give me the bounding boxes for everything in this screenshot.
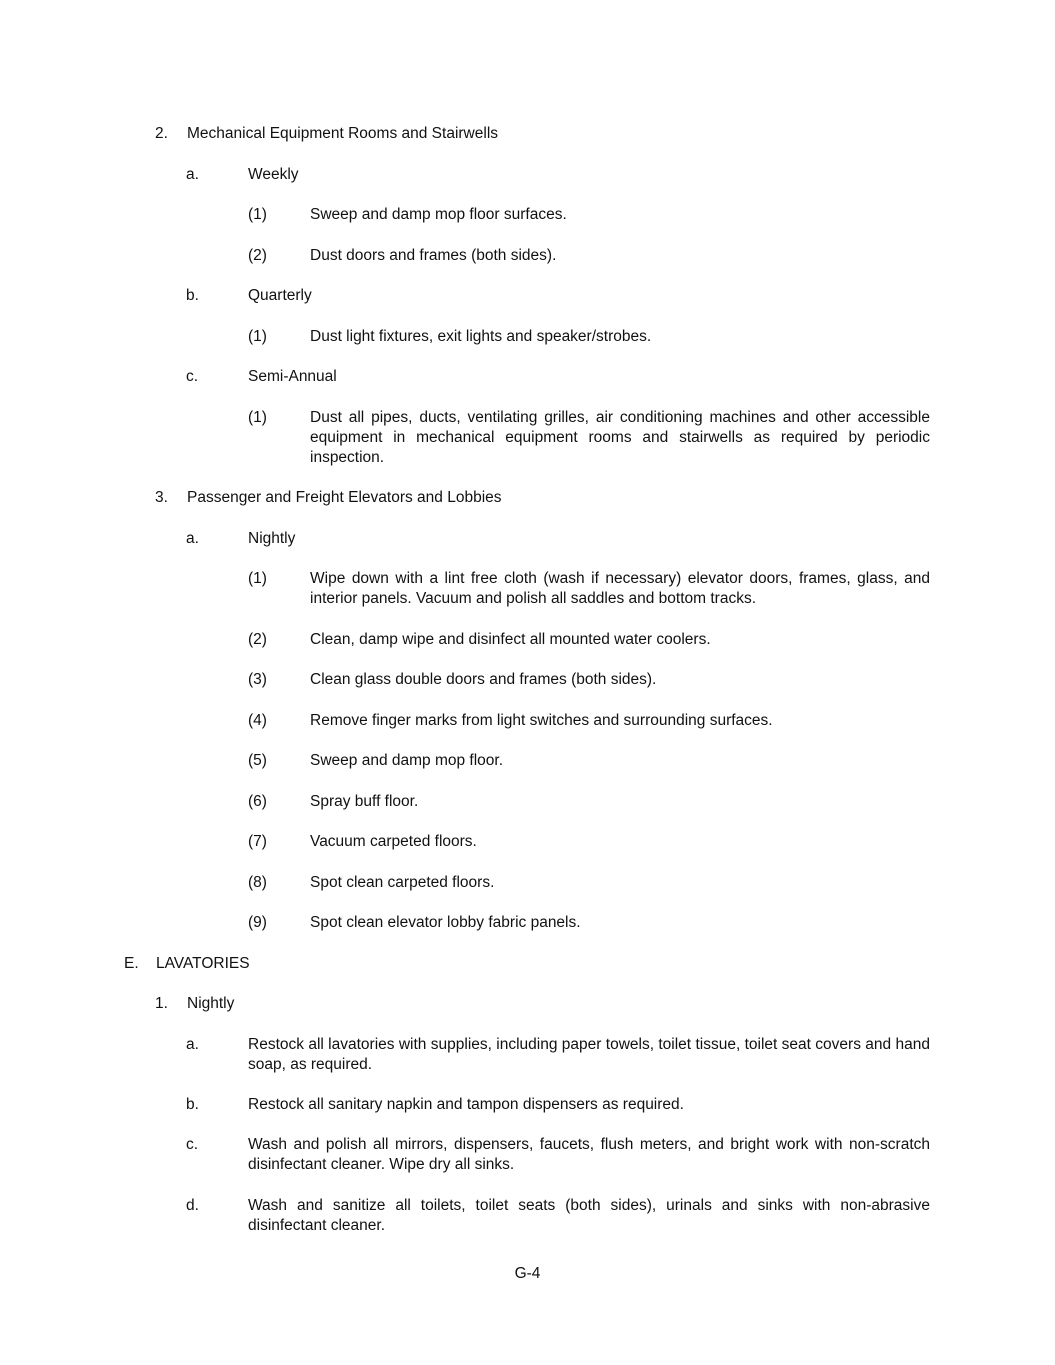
subsection-label: c.	[186, 368, 199, 385]
item-text: Spot clean elevator lobby fabric panels.	[310, 914, 581, 931]
item-number: (3)	[248, 671, 267, 688]
item-number: (2)	[248, 247, 267, 264]
item-number: (2)	[248, 631, 267, 648]
item-label: d.	[186, 1197, 199, 1214]
page-number: G-4	[514, 1265, 541, 1282]
item-text: Dust doors and frames (both sides).	[310, 247, 557, 264]
item-text: Dust all pipes, ducts, ventilating grilles, air conditioning machines and other accessible equipment in mechanical equipment rooms and stairwells as required by periodic inspection.	[310, 409, 930, 466]
section-letter: E.	[124, 955, 139, 972]
section-number: 3.	[155, 489, 168, 506]
item-label: a.	[186, 1036, 199, 1053]
item-number: (6)	[248, 793, 267, 810]
item-number: (5)	[248, 752, 267, 769]
item-text: Spray buff floor.	[310, 793, 419, 810]
item-text: Vacuum carpeted floors.	[310, 833, 477, 850]
item-text: Wash and polish all mirrors, dispensers, faucets, flush meters, and bright work with non-scratch disinfectant cleaner. Wipe dry all sinks.	[248, 1136, 930, 1173]
subsection-title: Quarterly	[248, 287, 312, 304]
item-number: (1)	[248, 570, 267, 587]
subsection-label: a.	[186, 166, 199, 183]
item-text: Restock all sanitary napkin and tampon dispensers as required.	[248, 1096, 684, 1113]
item-number: (7)	[248, 833, 267, 850]
item-number: (1)	[248, 206, 267, 223]
subsection-title: Nightly	[248, 530, 296, 547]
subsection-label: b.	[186, 287, 199, 304]
item-text: Clean glass double doors and frames (both sides).	[310, 671, 657, 688]
section-heading: LAVATORIES	[156, 955, 250, 972]
item-number: (4)	[248, 712, 267, 729]
section-number: 1.	[155, 995, 168, 1012]
item-number: (1)	[248, 328, 267, 345]
section-title: Mechanical Equipment Rooms and Stairwells	[187, 125, 499, 142]
item-label: b.	[186, 1096, 199, 1113]
item-text: Remove finger marks from light switches and surrounding surfaces.	[310, 712, 773, 729]
item-number: (8)	[248, 874, 267, 891]
item-text: Wash and sanitize all toilets, toilet seats (both sides), urinals and sinks with non-abrasive disinfectant cleaner.	[248, 1197, 930, 1234]
section-title: Nightly	[187, 995, 235, 1012]
section-title: Passenger and Freight Elevators and Lobbies	[187, 489, 502, 506]
item-text: Spot clean carpeted floors.	[310, 874, 495, 891]
subsection-title: Weekly	[248, 166, 299, 183]
item-label: c.	[186, 1136, 199, 1153]
item-text: Sweep and damp mop floor surfaces.	[310, 206, 567, 223]
item-text: Restock all lavatories with supplies, including paper towels, toilet tissue, toilet seat covers and hand soap, as required.	[248, 1036, 930, 1073]
item-number: (9)	[248, 914, 267, 931]
item-text: Dust light fixtures, exit lights and speaker/strobes.	[310, 328, 652, 345]
subsection-label: a.	[186, 530, 199, 547]
item-number: (1)	[248, 409, 267, 426]
item-text: Sweep and damp mop floor.	[310, 752, 504, 769]
item-text: Clean, damp wipe and disinfect all mounted water coolers.	[310, 631, 711, 648]
subsection-title: Semi-Annual	[248, 368, 337, 385]
section-number: 2.	[155, 125, 168, 142]
item-text: Wipe down with a lint free cloth (wash if necessary) elevator doors, frames, glass, and interior panels. Vacuum and polish all saddles and bottom tracks.	[310, 570, 930, 607]
